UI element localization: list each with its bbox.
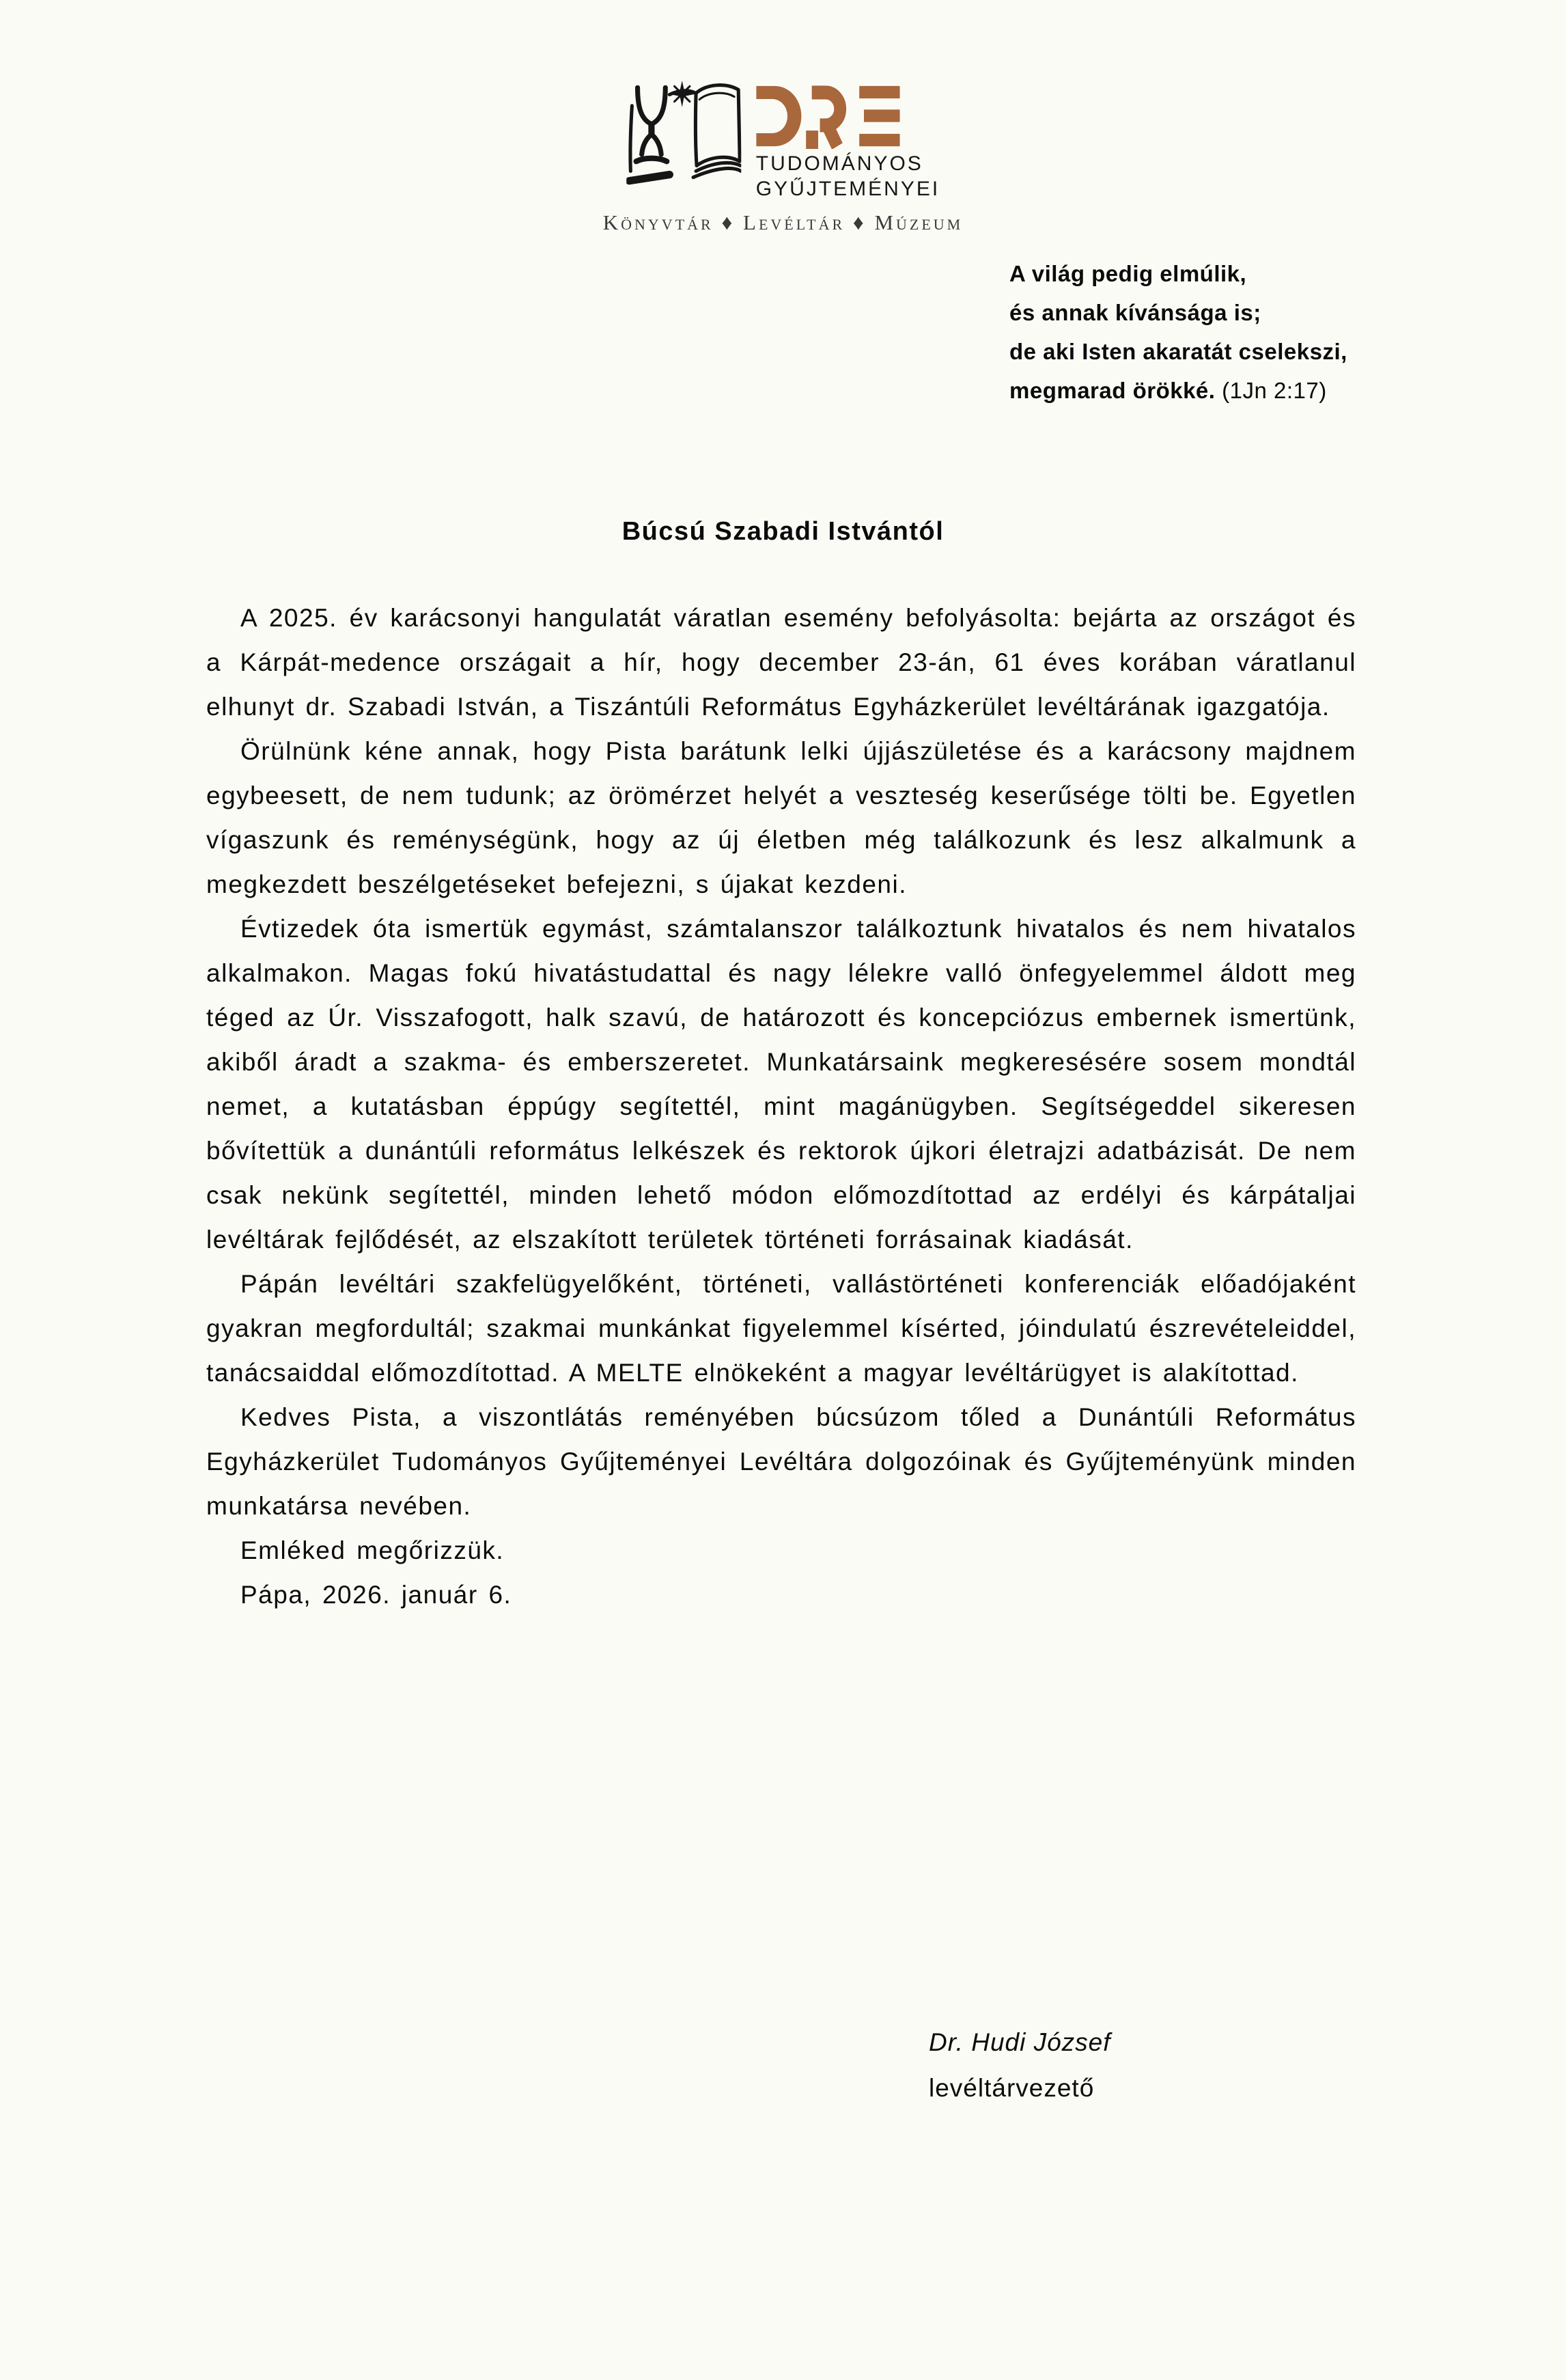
epigraph-line-text: megmarad örökké. bbox=[1009, 378, 1216, 403]
page-title: Búcsú Szabadi Istvántól bbox=[621, 517, 945, 546]
epigraph-line: de aki Isten akaratát cselekszi, bbox=[1009, 339, 1347, 364]
signature-block bbox=[929, 2019, 1111, 2111]
dre-abbreviation bbox=[756, 83, 901, 149]
signature-name: Dr. Hudi József bbox=[929, 2028, 1111, 2056]
epigraph-line bbox=[1009, 371, 1347, 410]
closing-line: Pápa, 2026. január 6. bbox=[240, 1581, 512, 1609]
dre-logo-text-column bbox=[756, 79, 940, 199]
departments-line: Könyvtár ♦ Levéltár ♦ Múzeum bbox=[602, 210, 964, 234]
open-book-chalice-star-icon bbox=[626, 79, 741, 187]
letter-body bbox=[206, 596, 1356, 1617]
epigraph-line: A világ pedig elmúlik, bbox=[1009, 261, 1247, 286]
bible-reference: (1Jn 2:17) bbox=[1215, 378, 1327, 403]
paragraph: Pápán levéltári szakfelügyelőként, történeti, vallástörténeti konferenciák előadójaként gyakran megfordultál; szakmai munkánkat figyelemmel kísérted, jóindulatú észrevételeiddel, tanácsaiddal előmozdítottad. A MELTE elnökeként a magyar levéltárügyet is alakítottad. bbox=[206, 1270, 1356, 1387]
paragraph: Kedves Pista, a viszontlátás reményében búcsúzom tőled a Dunántúli Református Egyházkerület Tudományos Gyűjteményei Levéltára dolgozóinak és Gyűjteményünk minden munkatársa nevében. bbox=[206, 1403, 1356, 1520]
dre-logo bbox=[603, 79, 963, 235]
closing-line: Emléked megőrizzük. bbox=[240, 1536, 505, 1564]
org-name-line2: GYŰJTEMÉNYEI bbox=[755, 178, 940, 200]
paragraph: Örülnünk kéne annak, hogy Pista barátunk lelki újjászületése és a karácsony majdnem egybeesett, de nem tudunk; az örömérzet helyét a veszteség keserűsége tölti be. Egyetlen vígaszunk és reménységünk, hogy az új életben még találkozunk és lesz alkalmunk a megkezdett beszélgetéseket befejezni, s újakat kezdeni. bbox=[206, 737, 1356, 898]
signature-role: levéltárvezető bbox=[929, 2074, 1095, 2102]
epigraph-line: és annak kívánsága is; bbox=[1009, 300, 1261, 325]
dre-logo-row bbox=[626, 79, 940, 199]
paragraph: Évtizedek óta ismertük egymást, számtalanszor találkoztunk hivatalos és nem hivatalos alkalmakon. Magas fokú hivatástudattal és nagy lélekre valló önfegyelemmel áldott meg téged az Úr. Visszafogott, halk szavú, de határozott és koncepciózus embernek ismertünk, akiből áradt a szakma- és emberszeretet. Munkatársaink megkeresésére sosem mondtál nemet, a kutatásban éppúgy segítettél, mint magánügyben. Segítségeddel sikeresen bővítettük a dunántúli református lelkészek és rektorok újkori életrajzi adatbázisát. De nem csak nekünk segítettél, minden lehető módon előmozdítottad az erdélyi és kárpátaljai levéltárak fejlődését, az elszakított területek történeti forrásainak kiadását. bbox=[206, 915, 1356, 1254]
epigraph-quote bbox=[1009, 254, 1347, 410]
org-name-line1: TUDOMÁNYOS bbox=[755, 152, 923, 175]
paragraph: A 2025. év karácsonyi hangulatát váratlan esemény befolyásolta: bejárta az országot és a Kárpát-medence országait a hír, hogy december 23-án, 61 éves korában váratlanul elhunyt dr. Szabadi István, a Tiszántúli Református Egyházkerület levéltárának igazgatója. bbox=[206, 604, 1356, 721]
